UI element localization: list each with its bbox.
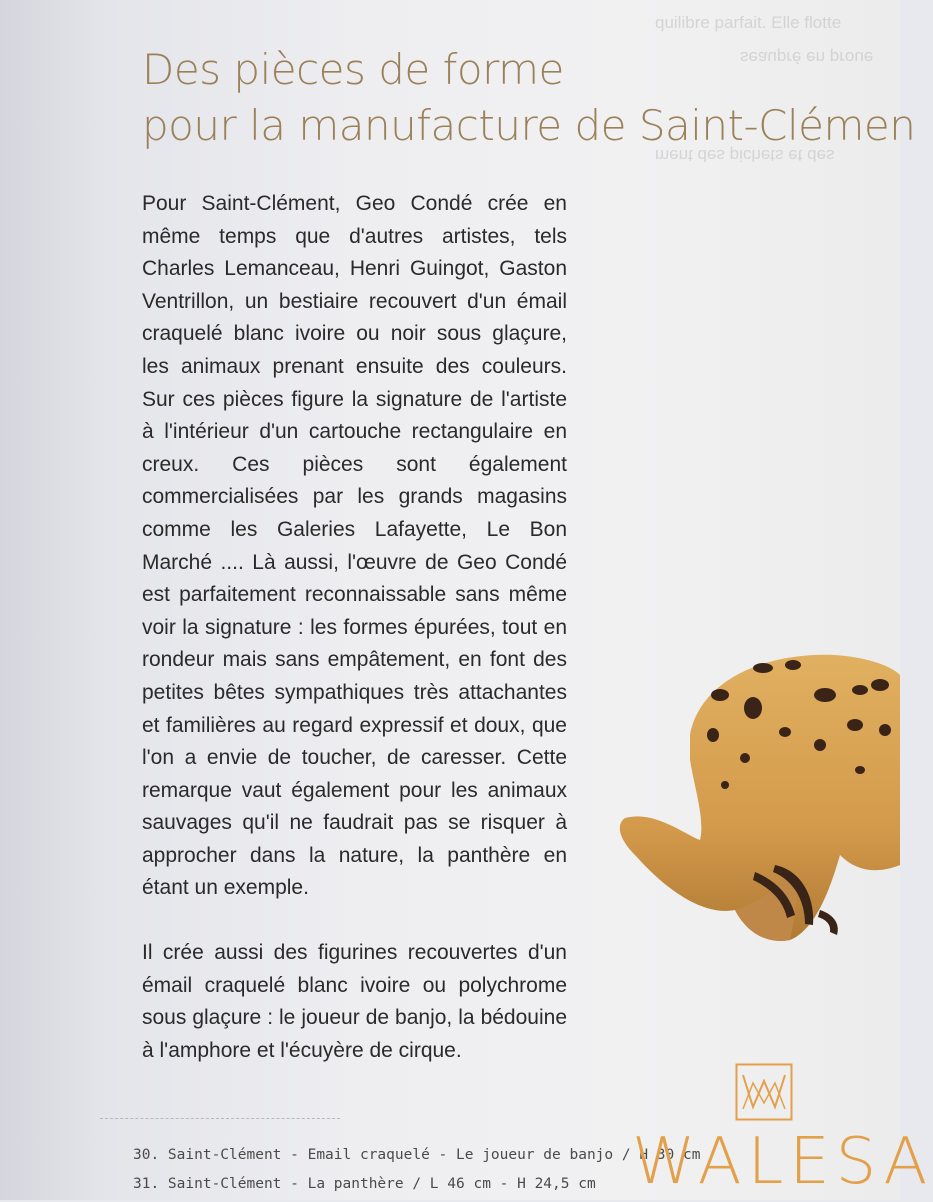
- caption-30: 30. Saint-Clément - Email craquelé - Le joueur de banjo / H 30 cm: [133, 1147, 701, 1163]
- bleed-through-text: ment des pichets et des: [655, 146, 835, 165]
- page-title: [142, 42, 915, 154]
- paragraph-1: Pour Saint-Clément, Geo Condé crée en même temps que d'autres artistes, tels Charles Lemanceau, Henri Guingot, Gaston Ventrillon, un bestiaire recouvert d'un émail craquelé blanc ivoire ou noir sous glaçure, les animaux prenant ensuite des couleurs. Sur ces pièces figure la signature de l'artiste à l'intérieur d'un cartouche rectangulaire en creux. Ces pièces sont également commercialisées par les grands magasins comme les Galeries Lafayette, Le Bon Marché .... Là aussi, l'œuvre de Geo Condé est parfaitement reconnaissable sans même voir la signature : les formes épurées, tout en rondeur mais sans empâtement, en font des petites bêtes sympathiques très attachantes et familières au regard expressif et doux, que l'on a envie de toucher, de caresser. Cette remarque vaut également pour les animaux sauvages qu'il ne faudrait pas se risquer à approcher dans la nature, la panthère en étant un exemple.: [142, 192, 567, 900]
- article-body: [142, 188, 567, 1099]
- panther-body: [620, 655, 900, 941]
- title-line-2: pour la manufacture de Saint-Clémen: [142, 101, 916, 150]
- caption-31: 31. Saint-Clément - La panthère / L 46 cm - H 24,5 cm: [133, 1176, 596, 1192]
- paragraph-2: Il crée aussi des figurines recouvertes d'un émail craquelé blanc ivoire ou polychrome sous glaçure : le joueur de banjo, la bédouine à l'amphore et l'écuyère de cirque.: [142, 941, 567, 1062]
- walesa-monogram-icon: [735, 1063, 793, 1121]
- walesa-watermark: WALESA: [632, 1125, 933, 1199]
- caption-divider: [100, 1118, 340, 1119]
- bleed-through-text: seaupré en proue: [740, 48, 874, 67]
- bleed-through-text: quilibre parfait. Elle flotte: [655, 13, 842, 32]
- figure-captions: [133, 1141, 700, 1199]
- panther-figurine-image: [615, 640, 900, 960]
- title-line-1: Des pièces de forme: [142, 45, 564, 94]
